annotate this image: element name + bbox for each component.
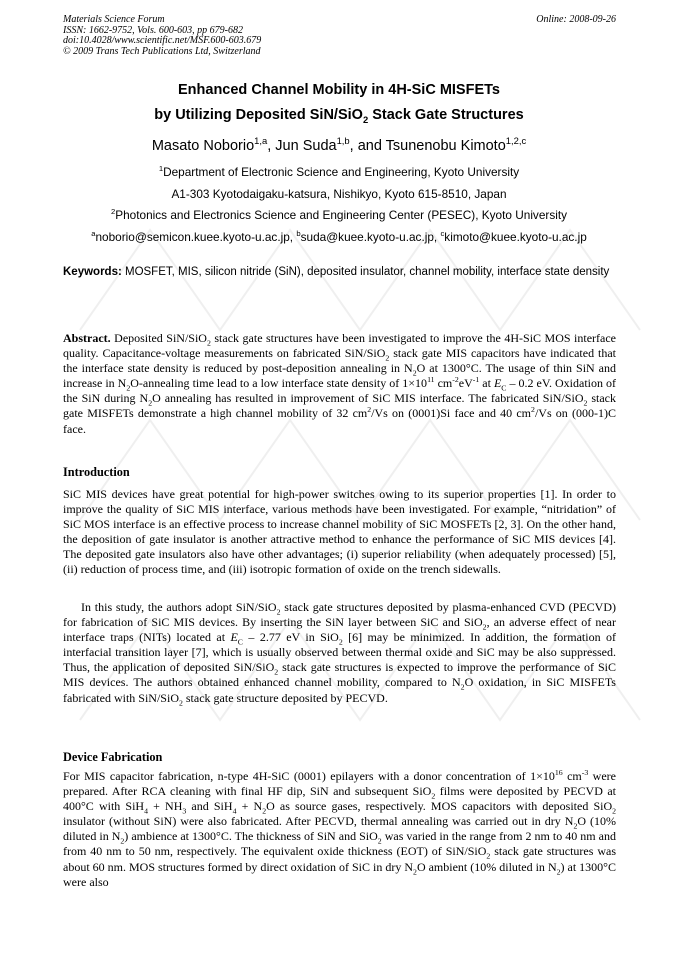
journal-issn: ISSN: 1662-9752, Vols. 600-603, pp 679-682 [63,24,243,36]
journal-name: Materials Science Forum [63,14,165,25]
section-heading-device-fabrication: Device Fabrication [63,750,163,764]
introduction-paragraph-1: SiC MIS devices have great potential for high-power switches owing to its superior properties [1]. In order to improve the quality of SiC MIS interface, various methods have been investigated. For example, “nitridation” of SiC MOS interface is an effective process to increase channel mobility of SiC MOSFETs [2, 3]. On the other hand, the deposition of gate insulator is another attractive method to enhance the performance of SiC MIS devices [4]. The deposited gate insulators also have other advantages; (i) superior reliability (when adequately processed) [5], (ii) reduction of process time, and (iii) isotropic formation of oxide on the trench sidewalls. [63,487,616,577]
keywords-label: Keywords: [63,266,122,278]
online-date: Online: 2008-09-26 [536,14,616,25]
abstract: Abstract. Deposited SiN/SiO$_2$ stack gate structures have been investigated to improve the 4H-SiC MOS interface quality. Capacitance-voltage measurements on fabricated SiN/SiO$_2$ stack gate MIS capacitors have indicated that the interface state density is reduced by post-deposition annealing in $N_2O$ at 1300°C. The usage of thin SiN and increase in $N_2O$-annealing time lead to a low interface state density of $1\times 10^{11}$ $cm^{-2}eV^{-1}$ at $E_C - 0.2$ eV. Oxidation of the SiN during $N_2O$ annealing has resulted in improvement of SiC MIS interface. The fabricated SiN/SiO$_2$ stack gate MISFETs demonstrate a high channel mobility of 32 $cm^2/Vs$ on (0001)Si face and 40 $cm^2/Vs$ on (000-1)C face. [63,331,617,436]
journal-doi: doi:10.4028/www.scientific.net/MSF.600-603.679 [63,35,262,46]
abstract-label: Abstract. [63,331,111,345]
keywords-text: MOSFET, MIS, silicon nitride (SiN), deposited insulator, channel mobility, interface state density [121,266,610,278]
affiliation-2: $^2$Photonics and Electronics Science and Engineering Center (PESEC), Kyoto University [110,207,568,222]
affiliation-1-address: A1-303 Kyotodaigaku-katsura, Nishikyo, Kyoto 615-8510, Japan [171,187,507,201]
introduction-paragraph-2: In this study, the authors adopt SiN/SiO$_2$ stack gate structures deposited by plasma-enhanced CVD (PECVD) for fabrication of SiC MIS devices. By inserting the SiN layer between SiC and SiO$_2$, an adverse effect of near interface traps (NITs) located at $E_C - 2.77$ eV in SiO$_2$ [6] may be minimized. In addition, the formation of interfacial transition layer [7], which is usually observed between thermal oxide and SiC may be also suppressed. Thus, the application of deposited SiN/SiO$_2$ stack gate structures is expected to improve the performance of SiC MIS devices. The authors obtained enhanced channel mobility, compared to $N_2O$ oxidation, in SiC MISFETs fabricated with SiN/SiO$_2$ stack gate structure deposited by PECVD. [63,600,617,707]
paper-title-line1: Enhanced Channel Mobility in 4H-SiC MISFETs [178,82,500,98]
journal-copyright: © 2009 Trans Tech Publications Ltd, Switzerland [63,45,261,57]
author-list: Masato Noborio$^{1,a}$, Jun Suda$^{1,b}$, and Tsunenobu Kimoto$^{1,2,c}$ [151,135,527,154]
journal-header [63,15,261,57]
keywords [63,265,616,279]
author-emails: $^a$noborio@semicon.kuee.kyoto-u.ac.jp, $^b$suda@kuee.kyoto-u.ac.jp, $^c$kimoto@kuee.kyoto-u.ac.jp [91,229,587,244]
device-fabrication-paragraph: For MIS capacitor fabrication, n-type 4H-SiC (0001) epilayers with a donor concentration of $1\times 10^{16}$ $cm^{-3}$ were prepared. After RCA cleaning with final HF dip, SiN and subsequent SiO$_2$ films were deposited by PECVD at 400°C with $SiH_4 + NH_3$ and $SiH_4 + N_2O$ as source gases, respectively. MOS capacitors with deposited SiO$_2$ insulator (without SiN) were also fabricated. After PECVD, thermal annealing was carried out in dry $N_2O$ (10% diluted in $N_2$) ambience at 1300°C. The thickness of SiN and SiO$_2$ was varied in the range from 2 nm to 40 nm and from 40 nm to 50 nm, respectively. The equivalent oxide thickness (EOT) of SiN/SiO$_2$ stack gate structures was about 60 nm. MOS structures formed by direct oxidation of SiC in dry $N_2O$ ambient (10% diluted in $N_2$) at 1300°C were also [63,768,617,889]
affiliation-1: $^1$Department of Electronic Science and Engineering, Kyoto University [158,164,520,179]
section-heading-introduction: Introduction [63,465,130,479]
paper-title-line2: by Utilizing Deposited SiN/SiO$_2$ Stack Gate Structures [154,107,524,125]
